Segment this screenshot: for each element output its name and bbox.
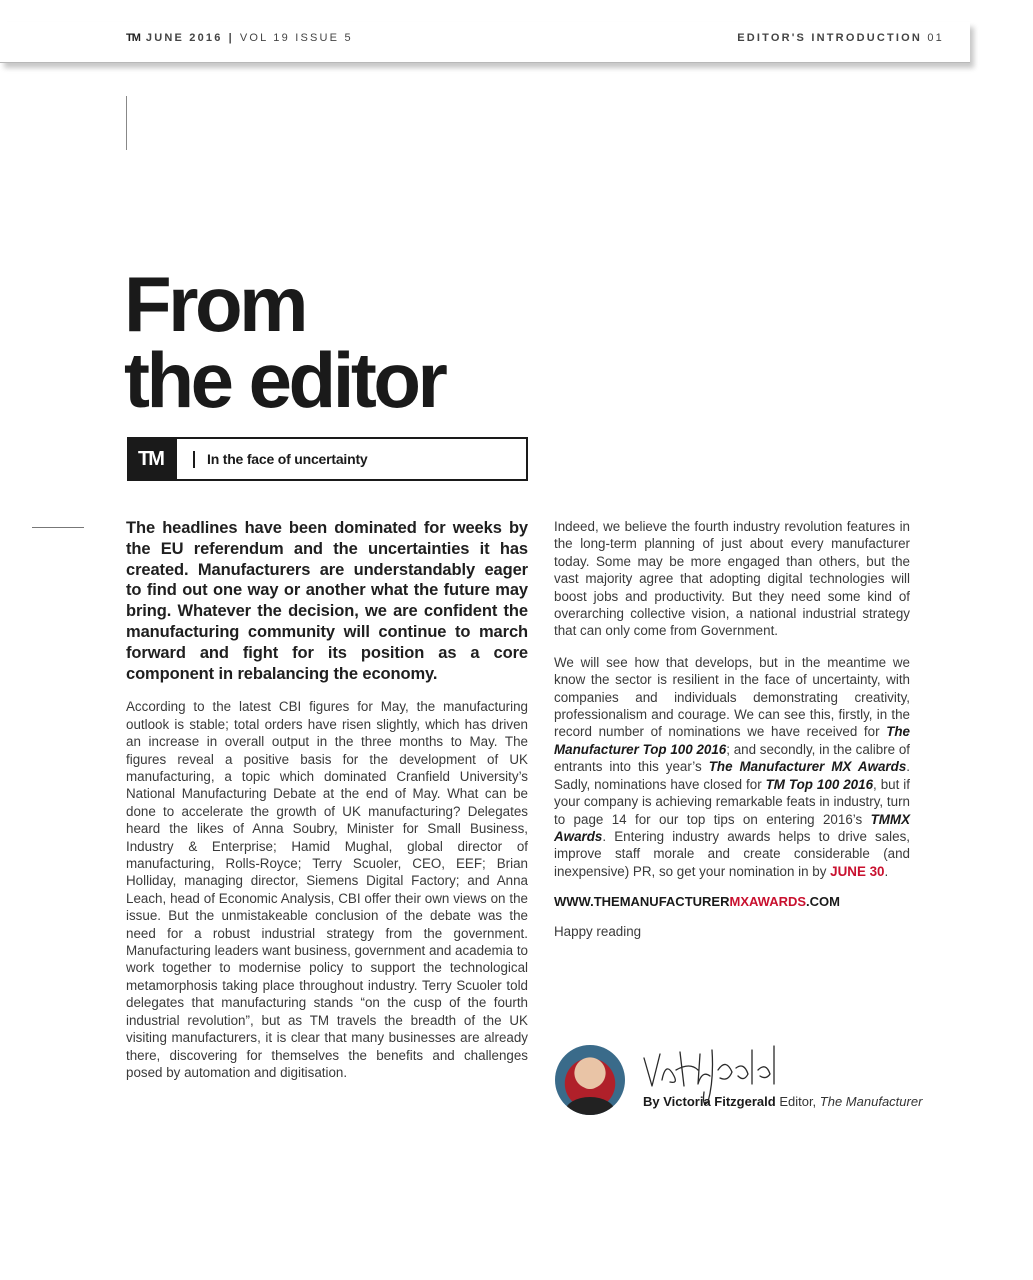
page-title	[124, 260, 445, 424]
page-header	[0, 22, 970, 63]
decorative-vertical-line	[126, 96, 127, 150]
top100-title: The Manufacturer Top 100 2016	[554, 724, 910, 757]
section-info	[737, 32, 944, 44]
editor-avatar	[555, 1045, 625, 1115]
tm-logo	[129, 439, 177, 479]
left-column	[126, 518, 528, 1095]
standfirst-text: In the face of uncertainty	[207, 451, 368, 467]
avatar-face	[579, 1059, 601, 1089]
lead-paragraph: The headlines have been dominated for weeks by the EU referendum and the uncertainties it has created. Manufacturers are understandably eager to find out one way or another what the future may bring. Whatever the decision, we are confident the manufacturing community will continue to march forward and fight for its position as a core component in rebalancing the economy.	[126, 519, 528, 683]
byline-author: By Victoria Fitzgerald	[643, 1094, 776, 1109]
body-paragraph-3	[554, 654, 910, 880]
issue-separator: |	[228, 32, 234, 44]
issue-volume: VOL 19 ISSUE 5	[239, 32, 353, 44]
url-part-1: WWW.THEMANUFACTURER	[554, 894, 730, 910]
tm-top100-title: TM Top 100 2016	[765, 776, 874, 792]
url-part-3: .COM	[806, 894, 840, 910]
body-paragraph-1: According to the latest CBI figures for May, the manufacturing outlook is stable; total orders have risen slightly, which has driven an increase in overall output in the three months to May. The figures reveal a positive basis for the development of UK manufacturing, a topic which dominated Cranfield University’s National Manufacturing Debate at the end of May. What can be done to accelerate the growth of UK manufacturing? Delegates heard the likes of Anna Soubry, Minister for Small Business, Industry & Enterprise; Hamid Mughal, global director of manufacturing, Rolls-Royce; Terry Scuoler, CEO, EEF; Brian Holliday, managing director, Siemens Digital Factory; and Anna Leach, head of Economic Analysis, CBI offer their own views on the issue. But the unmistakeable conclusion of the debate was the need for a robust industrial strategy from the government. Manufacturing leaders want business, government and academia to work together to modernise policy to support the technological metamorphosis taking place throughout industry. Terry Scuoler told delegates that manufacturing stands “on the cusp of the fourth industrial revolution”, but as TM travels the breadth of the UK visiting manufacturers, it is clear that many businesses are already there, discovering for themselves the benefits and challenges posed by automation and digitisation.	[126, 699, 528, 1080]
page-number: 01	[927, 32, 944, 44]
para3-text-4: , but if your company is achieving remarkable feats in industry, turn to page 14 for our top tips on entering 2016’s	[554, 776, 910, 827]
closing-line: Happy reading	[554, 924, 642, 940]
standfirst-divider	[193, 451, 195, 468]
avatar-shirt	[565, 1097, 615, 1115]
issue-info	[126, 32, 353, 44]
standfirst-box	[127, 437, 528, 481]
tmmx-awards-title: TMMX Awards	[554, 811, 910, 844]
para3-text-2: ; and secondly, in the calibre of entrants into this year’s	[554, 741, 910, 775]
right-column	[554, 518, 910, 955]
body-paragraph-2: Indeed, we believe the fourth industry revolution features in the long-term planning of just about every manufacturer today. Some may be more engaged than others, but the vast majority agree that adopting digital technologies will boost jobs and productivity. But they need some kind of overarching collective vision, a national industrial strategy that can only come from Government.	[554, 519, 910, 639]
byline-role: Editor,	[779, 1094, 817, 1109]
issue-month: JUNE 2016	[145, 32, 223, 44]
byline	[643, 1094, 922, 1109]
para3-text-1: We will see how that develops, but in the meantime we know the sector is resilient in the face of uncertainty, with companies and individuals demonstrating creativity, professionalism and courage. We can see this, firstly, in the record number of nominations we have received for	[554, 654, 910, 740]
section-name: EDITOR'S INTRODUCTION	[737, 32, 923, 44]
awards-url[interactable]	[554, 894, 910, 909]
tm-mini-logo-text: TM	[126, 32, 140, 44]
tm-mini-logo	[126, 32, 140, 44]
title-line-1: From	[124, 260, 305, 348]
deadline-date: JUNE 30	[830, 863, 885, 879]
mx-awards-title: The Manufacturer MX Awards	[708, 759, 907, 775]
decorative-side-rule	[32, 527, 84, 528]
para3-text-3: . Sadly, nominations have closed for	[554, 759, 911, 792]
para3-text-5: . Entering industry awards helps to drive sales, improve staff morale and create considerable (and inexpensive) PR, so get your nomination in by	[554, 828, 910, 879]
title-line-2: the editor	[124, 336, 445, 424]
tm-logo-text: TM	[138, 448, 163, 470]
para3-text-6: .	[884, 863, 889, 879]
url-part-2: MXAWARDS	[729, 894, 807, 910]
byline-publication: The Manufacturer	[819, 1094, 923, 1109]
